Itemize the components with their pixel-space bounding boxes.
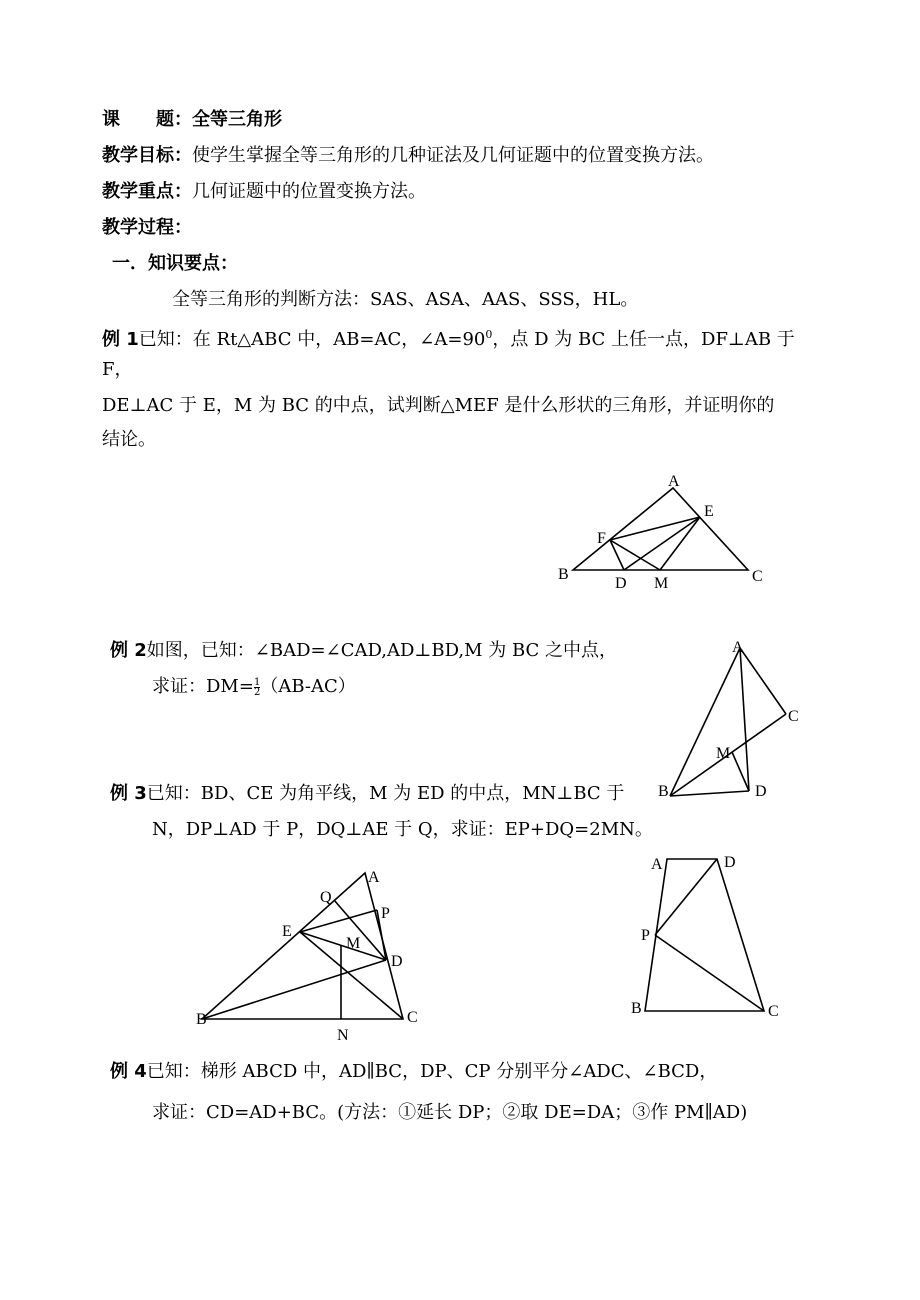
focus-value: 几何证题中的位置变换方法。 [192,181,426,202]
trapezoid-abcd [645,859,764,1011]
fig4-label-b: B [631,1000,642,1017]
fig2-label-m: M [716,745,731,762]
example1-label: 例 1 [102,329,139,350]
example1-text-3: DE⊥AC 于 E，M 为 BC 的中点，试判断△MEF 是什么形状的三角形，并证明你的 [102,395,775,416]
fig4-label-d: D [724,854,736,871]
segment-pd [655,859,717,935]
course-value: 全等三角形 [192,109,282,130]
example3-text-1: 已知：BD、CE 为角平线，M 为 ED 的中点，MN⊥BC 于 [146,783,625,804]
fig3-label-q: Q [320,889,332,906]
example1-text-a: 已知：在 Rt△ABC 中，AB=AC，∠A=90 [138,329,486,350]
objective-label: 教学目标： [102,145,192,166]
example1-text-2: F， [102,359,133,380]
congruence-methods-text: 全等三角形的判断方法：SAS、ASA、AAS、SSS，HL。 [172,289,639,310]
fig2-label-b: B [658,783,669,800]
segment-pc [655,935,764,1011]
example4-text-1: 已知：梯形 ABCD 中，AD∥BC，DP、CP 分别平分∠ADC、∠BCD， [146,1061,718,1082]
fig1-label-f: F [597,530,606,547]
fig3-label-p: P [381,905,390,922]
example2-text-2b: （AB-AC） [260,676,356,697]
example2-label: 例 2 [110,640,147,661]
course-label: 课 题： [102,109,192,130]
fig3-label-b: B [196,1011,207,1028]
example3-label: 例 3 [110,783,147,804]
fig4-label-p: P [641,927,650,944]
example2-text-1: 如图，已知：∠BAD=∠CAD,AD⊥BD,M 为 BC 之中点， [146,640,618,661]
example2-text-2a: 求证：DM= [152,676,254,697]
fig1-label-b: B [558,566,569,583]
example3-text-2: N，DP⊥AD 于 P，DQ⊥AE 于 Q，求证：EP+DQ=2MN。 [152,819,653,840]
fig2-label-d: D [755,783,767,800]
fig4-label-a: A [651,856,663,873]
focus-label: 教学重点： [102,181,192,202]
process-label: 教学过程： [102,217,192,238]
fig3-label-e: E [282,923,292,940]
fig3-label-n: N [337,1027,349,1044]
fig1-label-e: E [704,503,714,520]
fig3-label-m: M [346,935,361,952]
fig3-label-c: C [407,1009,418,1026]
example1-text-b: ，点 D 为 BC 上任一点，DF⊥AB 于 [492,329,795,350]
fig2-label-a: A [732,639,744,656]
example4-line2 [152,1101,747,1125]
example1-text-4: 结论。 [102,429,156,450]
fig1-label-m: M [654,575,669,592]
example4-label: 例 4 [110,1061,147,1082]
fig1-label-a: A [668,473,680,490]
section1-title-text: 一．知识要点： [112,253,238,274]
fig4-label-c: C [768,1003,779,1020]
fraction-denominator: 2 [253,686,261,698]
example4-text-2: 求证：CD=AD+BC。(方法：①延长 DP；②取 DE=DA；③作 PM∥AD) [152,1102,748,1123]
fig2-label-c: C [788,708,799,725]
fig1-label-c: C [752,568,763,585]
fig3-label-a: A [368,869,380,886]
example1-sup: 0 [485,328,493,341]
fig3-label-d: D [391,953,403,970]
fig1-label-d: D [615,575,627,592]
fraction-numerator: 1 [253,676,261,688]
objective-value: 使学生掌握全等三角形的几种证法及几何证题中的位置变换方法。 [192,145,714,166]
example4-line1 [110,1060,717,1084]
